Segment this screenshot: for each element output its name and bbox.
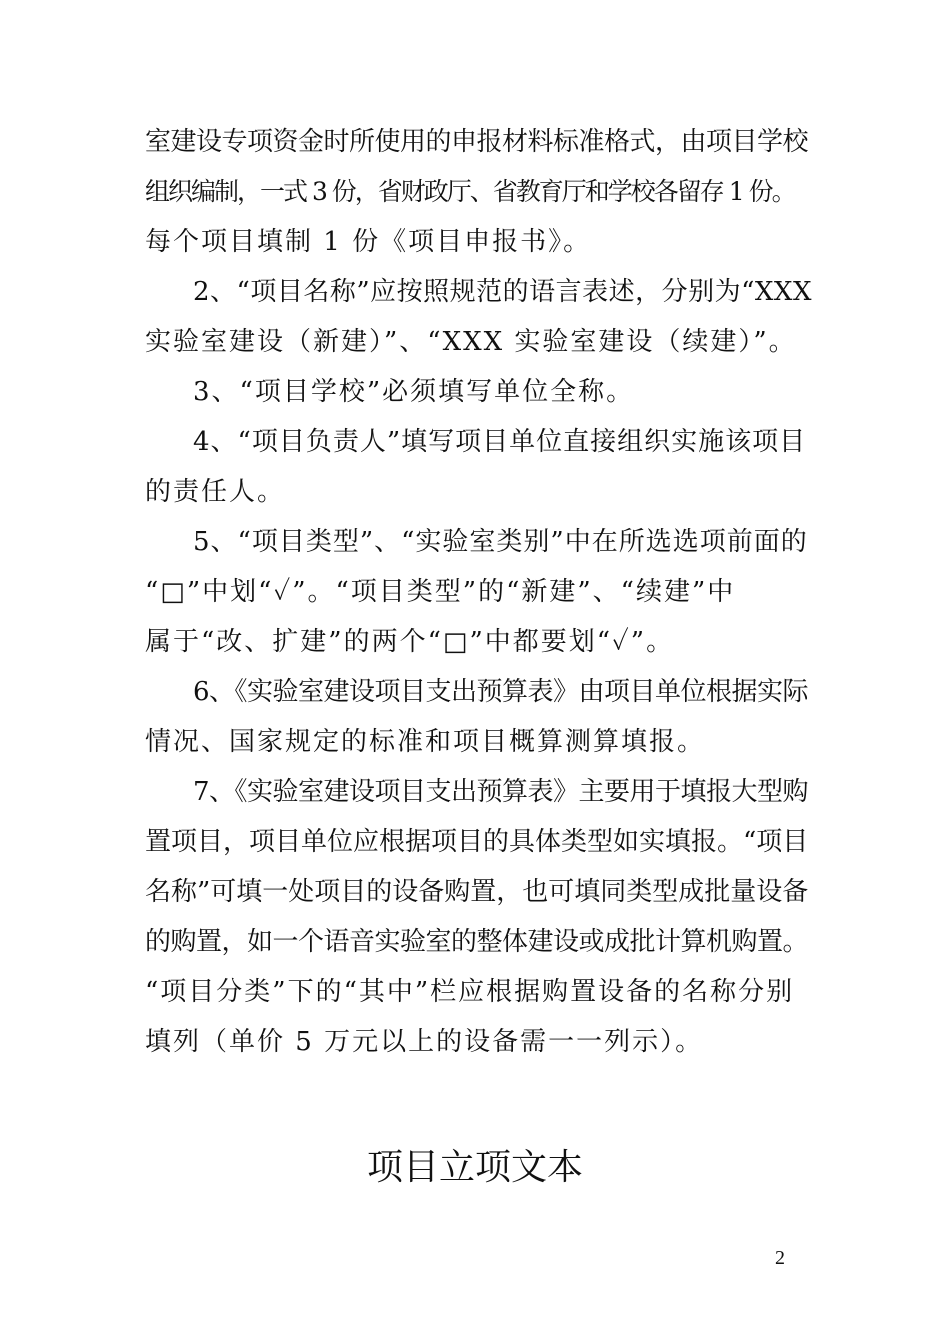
text-line-14: 7、《实验室建设项目支出预算表》主要用于填报大型购 [193, 777, 809, 807]
text-line-2: 组织编制，一式 3 份，省财政厅、省教育厅和学校各留存 1 份。 [145, 177, 795, 206]
page-number: 2 [775, 1247, 785, 1269]
section-title: 项目立项文本 [366, 1147, 583, 1188]
text-line-16: 名称”可填一处项目的设备购置，也可填同类型成批量设备 [145, 877, 809, 907]
text-line-6: 3、“项目学校”必须填写单位全称。 [193, 377, 635, 407]
text-line-15: 置项目，项目单位应根据项目的具体类型如实填报。“项目 [145, 827, 809, 857]
text-line-8: 的责任人。 [145, 477, 286, 507]
text-line-10: “□”中划“✓”。“项目类型”的“新建”、“续建”中 [145, 577, 736, 607]
text-line-13: 情况、国家规定的标准和项目概算测算填报。 [145, 727, 706, 757]
text-line-3: 每个项目填制 1 份《项目申报书》。 [145, 227, 592, 257]
text-line-18: “项目分类”下的“其中”栏应根据购置设备的名称分别 [145, 977, 795, 1007]
text-line-11: 属于“改、扩建”的两个“□”中都要划“✓”。 [145, 627, 675, 657]
text-line-19: 填列（单价 5 万元以上的设备需一一列示）。 [145, 1027, 704, 1057]
text-line-5: 实验室建设（新建）”、“XXX 实验室建设（续建）”。 [145, 327, 797, 357]
text-line-12: 6、《实验室建设项目支出预算表》由项目单位根据实际 [193, 677, 809, 707]
text-line-1: 室建设专项资金时所使用的申报材料标准格式，由项目学校 [145, 127, 809, 157]
text-line-17: 的购置，如一个语音实验室的整体建设或成批计算机购置。 [145, 927, 809, 957]
text-line-9: 5、“项目类型”、“实验室类别”中在所选选项前面的 [193, 527, 808, 557]
text-line-4: 2、“项目名称”应按照规范的语言表述，分别为“XXX [193, 277, 812, 307]
text-line-7: 4、“项目负责人”填写项目单位直接组织实施该项目 [193, 427, 807, 457]
